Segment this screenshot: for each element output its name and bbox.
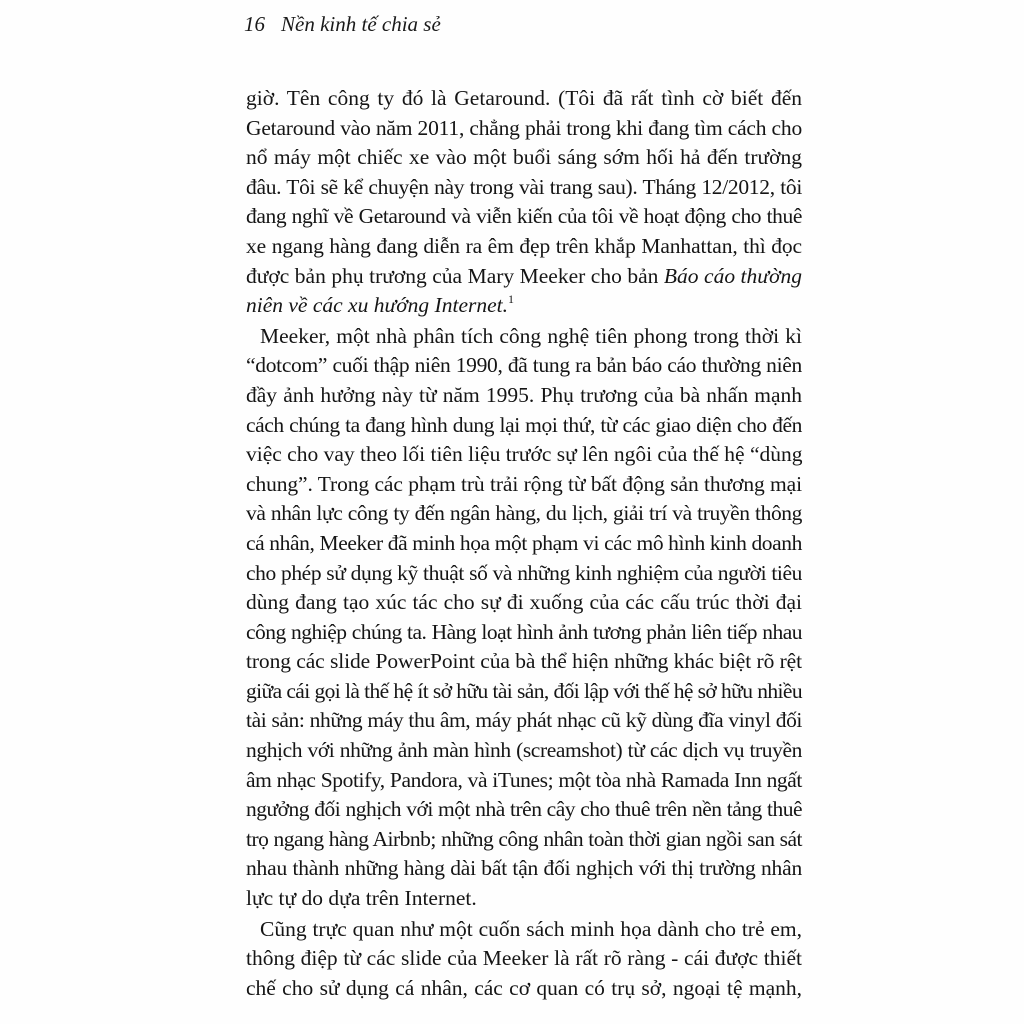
text-line: nghịch với những ảnh màn hình (screamshot) từ các dịch vụ truyền [246, 738, 802, 763]
text-line [246, 262, 802, 292]
text-line: xe ngang hàng đang diễn ra êm đẹp trên khắp Manhattan, thì đọc [246, 233, 802, 258]
text-line: nhau thành những hàng dài bất tận đối nghịch với thị trường nhân [246, 856, 802, 881]
text-line: tài sản: những máy thu âm, máy phát nhạc cũ kỹ dùng đĩa vinyl đối [246, 708, 802, 733]
text-line: lực tự do dựa trên Internet. [246, 886, 477, 911]
paragraph-3 [246, 915, 802, 1004]
report-title-part1: Báo cáo thường [663, 263, 802, 288]
body-text [246, 84, 802, 1003]
text-line: giờ. Tên công ty đó là Getaround. (Tôi đã rất tình cờ biết đến [246, 86, 802, 110]
text-line: đầy ảnh hưởng này từ năm 1995. Phụ trương của bà nhấn mạnh [246, 382, 802, 407]
text-line: đang nghĩ về Getaround và viễn kiến của tôi về hoạt động cho thuê [246, 204, 802, 229]
text-line: cách chúng ta đang hình dung lại mọi thứ, từ các giao diện cho đến [246, 412, 802, 437]
text-line: cá nhân, Meeker đã minh họa một phạm vi các mô hình kinh doanh [246, 530, 802, 555]
text-line: đâu. Tôi sẽ kể chuyện này trong vài trang sau). Tháng 12/2012, tôi [246, 174, 802, 199]
text-line: cho phép sử dụng kỹ thuật số và những kinh nghiệm của người tiêu [246, 560, 802, 585]
text-line: Getaround vào năm 2011, chẳng phải trong khi đang tìm cách cho [246, 115, 802, 140]
text-line: Meeker, một nhà phân tích công nghệ tiên phong trong thời kì [260, 323, 802, 348]
running-head [244, 12, 441, 37]
book-title: Nền kinh tế chia sẻ [281, 12, 441, 36]
text-line: trong các slide PowerPoint của bà thể hiện những khác biệt rõ rệt [246, 649, 802, 674]
paragraph-1 [246, 84, 802, 321]
text-line: Cũng trực quan như một cuốn sách minh họa dành cho trẻ em, [260, 916, 802, 941]
text-line: nổ máy một chiếc xe vào một buổi sáng sớm hối hả đến trường [246, 145, 802, 170]
text-line: ngưởng đối nghịch với một nhà trên cây cho thuê trên nền tảng thuê [246, 797, 802, 822]
text-line: và nhân lực công ty đến ngân hàng, du lịch, giải trí và truyền thông [246, 501, 802, 526]
text-line-roman: được bản phụ trương của Mary Meeker cho bản [246, 263, 659, 288]
report-title-part2: niên về các xu hướng Internet. [246, 293, 508, 318]
text-line: giữa cái gọi là thế hệ ít sở hữu tài sản, đối lập với thế hệ sở hữu nhiều [246, 678, 802, 703]
text-line: trọ ngang hàng Airbnb; những công nhân toàn thời gian ngồi san sát [246, 826, 802, 851]
text-line: âm nhạc Spotify, Pandora, và iTunes; một tòa nhà Ramada Inn ngất [246, 767, 802, 792]
text-line: chế cho sử dụng cá nhân, các cơ quan có trụ sở, ngoại tệ mạnh, [246, 975, 802, 1000]
page-number: 16 [244, 12, 265, 36]
footnote-marker: 1 [508, 292, 514, 307]
text-line: dùng đang tạo xúc tác cho sự đi xuống của các cấu trúc thời đại [246, 590, 802, 615]
paragraph-2 [246, 322, 802, 914]
text-line: việc cho vay theo lối tiên liệu trước sự lên ngôi của thế hệ “dùng [246, 442, 803, 467]
text-line: thông điệp từ các slide của Meeker là rất rõ ràng - cái được thiết [246, 946, 802, 971]
text-line [246, 291, 802, 321]
text-line: chung”. Trong các phạm trù trải rộng từ bất động sản thương mại [246, 471, 802, 496]
text-line: “dotcom” cuối thập niên 1990, đã tung ra bản báo cáo thường niên [246, 353, 802, 378]
text-line: công nghiệp chúng ta. Hàng loạt hình ảnh tương phản liên tiếp nhau [246, 619, 802, 644]
